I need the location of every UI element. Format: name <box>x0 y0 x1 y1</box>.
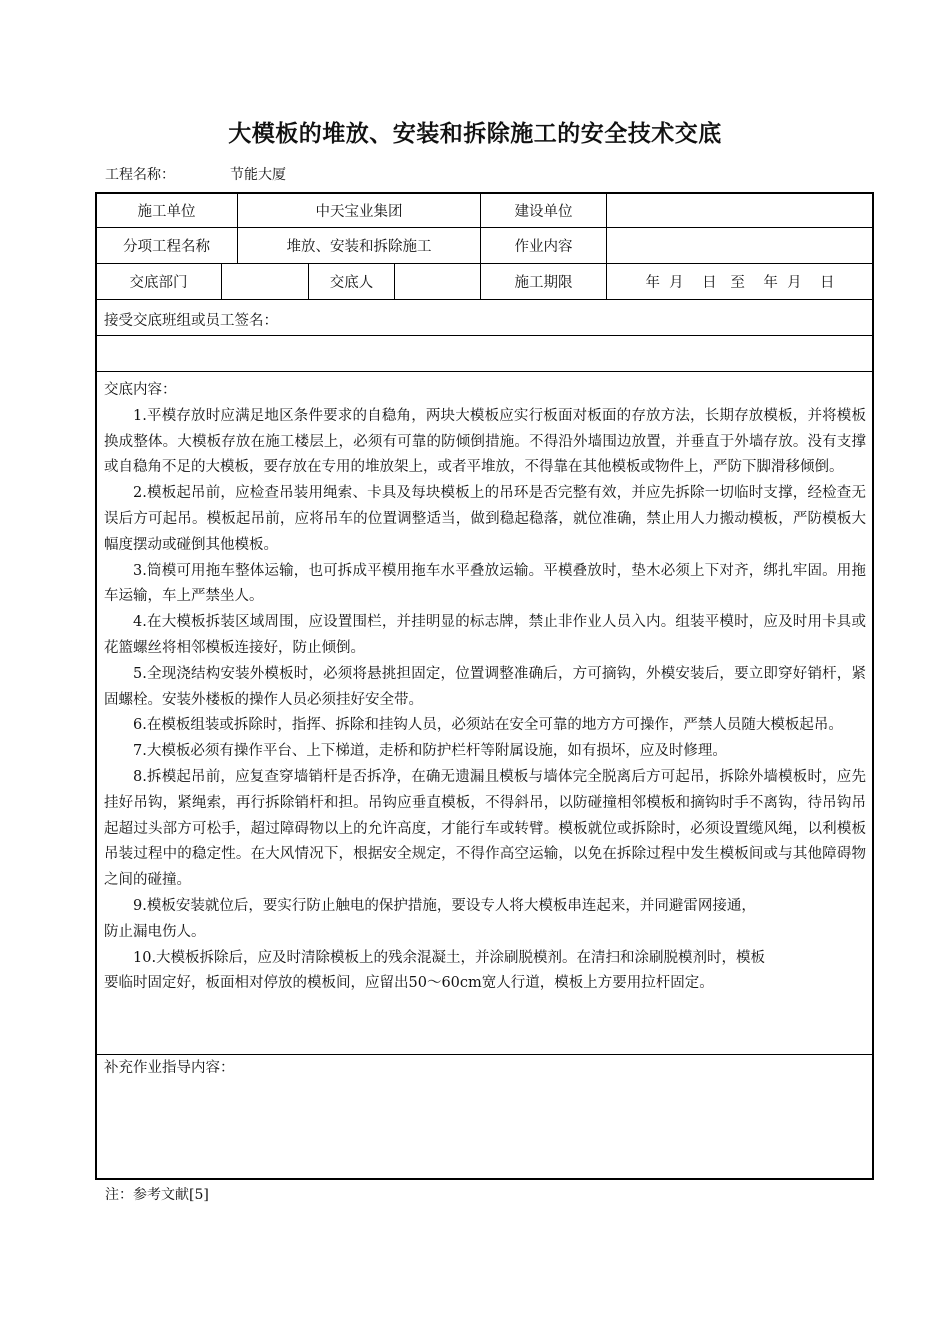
work-content-value <box>607 228 873 263</box>
supplement-label: 补充作业指导内容： <box>104 1060 235 1076</box>
row-divider <box>96 335 873 336</box>
document-title: 大模板的堆放、安装和拆除施工的安全技术交底 <box>228 121 722 147</box>
content-label: 交底内容： <box>104 382 177 398</box>
row-divider <box>96 299 873 300</box>
content-item: 6.在模板组装或拆除时，指挥、拆除和挂钩人员，必须站在安全可靠的地方方可操作，严禁人员随大模板起吊。 <box>133 717 843 734</box>
content-item: 3.筒模可用拖车整体运输，也可拆成平模用拖车水平叠放运输。平模叠放时，垫木必须上下对齐，绑扎牢固。用拖车运输，车上严禁坐人。 <box>104 562 866 605</box>
project-name-label: 工程名称： <box>105 167 175 183</box>
disclosure-dept-value <box>222 264 308 299</box>
project-name-value: 节能大厦 <box>230 167 286 183</box>
sub-project-value: 堆放、安装和拆除施工 <box>286 239 432 255</box>
builder-unit-value <box>607 193 873 227</box>
content-item: 10.大模板拆除后，应及时清除模板上的残余混凝土，并涂刷脱模剂。在清扫和涂刷脱模剂时，模板 <box>133 949 766 966</box>
content-item: 防止漏电伤人。 <box>104 923 206 940</box>
content-item: 要临时固定好，板面相对停放的模板间，应留出50～60cm宽人行道，模板上方要用拉杆固定。 <box>104 975 714 992</box>
signature-label: 接受交底班组或员工签名： <box>104 313 278 329</box>
content-item: 1.平模存放时应满足地区条件要求的自稳角，两块大模板应实行板面对板面的存放方法，长期存放模板，并将模板换成整体。大模板存放在施工楼层上，必须有可靠的防倾倒措施。不得沿外墙围边放置，并垂直于外墙存放。没有支撑或自稳角不足的大模板，要存放在专用的堆放架上，或者平堆放，不得靠在其他模板或物件上，严防下脚滑移倾倒。 <box>104 407 866 476</box>
construction-unit-value: 中天宝业集团 <box>315 203 403 220</box>
discloser-value <box>395 264 480 299</box>
disclosure-content <box>104 378 866 997</box>
builder-unit-label: 建设单位 <box>514 203 573 220</box>
work-content-label: 作业内容 <box>514 239 573 255</box>
project-line <box>105 164 286 184</box>
content-item: 2.模板起吊前，应检查吊装用绳索、卡具及每块模板上的吊环是否完整有效，并应先拆除一切临时支撑，经检查无误后方可起吊。模板起吊前，应将吊车的位置调整适当，做到稳起稳落，就位准确，禁止用人力搬动模板，严防模板大幅度摆动或碰倒其他模板。 <box>104 485 866 553</box>
row-divider <box>96 1054 873 1055</box>
reference-note: 注：参考文献[5] <box>105 1187 209 1203</box>
disclosure-dept-label: 交底部门 <box>129 275 188 291</box>
content-item: 8.拆模起吊前，应复查穿墙销杆是否拆净，在确无遗漏且模板与墙体完全脱离后方可起吊，拆除外墙模板时，应先挂好吊钩，紧绳索，再行拆除销杆和担。吊钩应垂直模板，不得斜吊，以防碰撞相邻模板和摘钩时手不离钩，待吊钩吊起超过头部方可松手，超过障碍物以上的允许高度，才能行车或转臂。模板就位或拆除时，必须设置缆风绳，以利模板吊装过程中的稳定性。在大风情况下，根据安全规定，不得作高空运输，以免在拆除过程中发生模板间或与其他障碍物之间的碰撞。 <box>104 768 866 889</box>
row-divider <box>96 371 873 372</box>
content-item: 4.在大模板拆装区域周围，应设置围栏，并挂明显的标志牌，禁止非作业人员入内。组装平模时，应及时用卡具或花篮螺丝将相邻模板连接好，防止倾倒。 <box>104 614 866 656</box>
discloser-label: 交底人 <box>329 275 374 291</box>
construction-unit-label: 施工单位 <box>137 203 196 220</box>
construction-period-value: 年 月 日 至 年 月 日 <box>645 275 835 291</box>
sub-project-label: 分项工程名称 <box>123 239 210 255</box>
content-item: 5.全现浇结构安装外模板时，必须将悬挑担固定，位置调整准确后，方可摘钩，外模安装后，要立即穿好销杆，紧固螺栓。安装外楼板的操作人员必须挂好安全带。 <box>104 665 866 708</box>
construction-period-label: 施工期限 <box>514 275 573 291</box>
content-item: 7.大模板必须有操作平台、上下梯道，走桥和防护栏杆等附属设施，如有损坏，应及时修理。 <box>133 743 727 760</box>
content-item: 9.模板安装就位后，要实行防止触电的保护措施，要设专人将大模板串连起来，并同避雷网接通， <box>133 897 756 914</box>
